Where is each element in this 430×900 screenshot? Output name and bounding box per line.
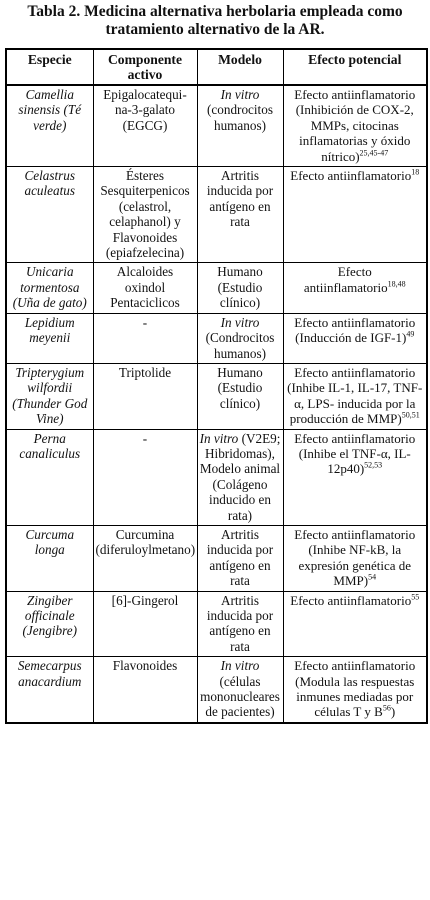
component-cell: - [93, 429, 197, 525]
effect-cell [283, 167, 427, 263]
table-caption [3, 3, 427, 39]
model-cell [197, 525, 283, 591]
model-italic: In vitro [220, 658, 260, 674]
table-row [6, 591, 427, 657]
header-componente-activo: Componente activo [93, 49, 197, 85]
model-text: Humano (Estudio clínico) [217, 264, 263, 311]
effect-cell [283, 263, 427, 313]
model-cell [197, 167, 283, 263]
model-cell [197, 363, 283, 429]
model-text: Artritis inducida por antígeno en rata [206, 168, 274, 230]
effect-text: Efecto antiinflamatorio [303, 264, 388, 295]
model-cell [197, 429, 283, 525]
caption-line-2: tratamiento alternativo de la AR. [105, 21, 325, 38]
species-cell: Camellia sinensis (Té verde) [6, 85, 93, 167]
model-cell [197, 85, 283, 167]
model-cell [197, 657, 283, 723]
model-cell [197, 313, 283, 363]
species-cell: Lepidium meyenii [6, 313, 93, 363]
model-italic: In vitro [199, 430, 239, 446]
effect-text: Efecto antiinflamatorio [290, 168, 412, 184]
component-cell: [6]-Gingerol [93, 591, 197, 657]
component-cell: Curcumina (diferuloylmetano) [93, 525, 197, 591]
component-cell: Triptolide [93, 363, 197, 429]
reference: 55 [411, 592, 420, 602]
model-text: (V2E9; Hibridomas), Modelo animal (Colágeno inducido en rata) [199, 430, 281, 523]
header-especie: Especie [6, 49, 93, 85]
component-cell: - [93, 313, 197, 363]
reference: 25,45-47 [359, 148, 389, 158]
model-cell [197, 591, 283, 657]
reference: 56 [382, 704, 391, 714]
species-cell: Unicaria tormentosa (Uña de gato) [6, 263, 93, 313]
header-efecto-potencial: Efecto potencial [283, 49, 427, 85]
model-cell [197, 263, 283, 313]
species-cell: Zingiber officinale (Jengibre) [6, 591, 93, 657]
model-text: (Condrocitos humanos) [205, 330, 275, 361]
species-cell: Celastrus aculeatus [6, 167, 93, 263]
effect-text: Efecto antiinflamatorio [290, 592, 412, 608]
model-text: Artritis inducida por antígeno en rata [206, 526, 274, 589]
reference: 54 [368, 572, 377, 582]
effect-cell [283, 591, 427, 657]
component-cell: Epigalocatequi-na-3-galato (EGCG) [93, 85, 197, 167]
reference: 50,51 [401, 410, 420, 420]
effect-text: Efecto antiinflamatorio (Inhibe IL-1, IL-17, TNF-α, LPS- inducida por la producción de MMP) [287, 364, 423, 427]
component-cell: Flavonoides [93, 657, 197, 723]
effect-text: Efecto antiinflamatorio (Inhibición de COX-2, MMPs, citocinas inflamatorias y óxido nítrico) [294, 87, 416, 164]
table-row [6, 167, 427, 263]
effect-text: Efecto antiinflamatorio (Inhibe el TNF-α, IL-12p40) [294, 430, 416, 477]
effect-text: Efecto antiinflamatorio (Inhibe NF-kB, la expresión genética de MMP) [294, 526, 416, 589]
effect-tail: ) [390, 704, 396, 720]
effect-cell [283, 313, 427, 363]
table-row [6, 429, 427, 525]
model-text: (condrocitos humanos) [207, 102, 273, 133]
reference: 49 [406, 329, 415, 339]
species-cell: Perna canaliculus [6, 429, 93, 525]
effect-cell [283, 363, 427, 429]
component-cell: Ésteres Sesquiterpenicos (celastrol, celaphanol) y Flavonoides (epiafzelecina) [93, 167, 197, 263]
effect-cell [283, 85, 427, 167]
effect-cell [283, 525, 427, 591]
effect-cell [283, 429, 427, 525]
model-text: Humano (Estudio clínico) [217, 364, 263, 411]
effect-text: Efecto antiinflamatorio (Modula las respuestas inmunes mediadas por células T y B [294, 658, 416, 720]
table-row [6, 85, 427, 167]
table-row [6, 525, 427, 591]
component-cell: Alcaloides oxindol Pentaciclicos [93, 263, 197, 313]
model-italic: In vitro [220, 87, 260, 102]
table-row [6, 657, 427, 723]
effect-cell [283, 657, 427, 723]
caption-line-1: Tabla 2. Medicina alternativa herbolaria empleada como [27, 3, 403, 20]
table-row [6, 363, 427, 429]
header-modelo: Modelo [197, 49, 283, 85]
reference: 18,48 [387, 279, 406, 289]
table-row [6, 263, 427, 313]
model-italic: In vitro [220, 314, 260, 330]
table-row [6, 313, 427, 363]
reference: 18 [411, 167, 420, 177]
effect-text: Efecto antiinflamatorio (Inducción de IGF-1) [294, 314, 416, 346]
table-header-row [6, 49, 427, 85]
species-cell: Tripterygium wilfordii (Thunder God Vine) [6, 363, 93, 429]
species-cell: Curcuma longa [6, 525, 93, 591]
reference: 52,53 [364, 461, 383, 471]
model-text: (células mononucleares de pacientes) [200, 673, 280, 720]
species-cell: Semecarpus anacardium [6, 657, 93, 723]
model-text: Artritis inducida por antígeno en rata [206, 592, 274, 654]
herbal-medicine-table [5, 48, 428, 724]
